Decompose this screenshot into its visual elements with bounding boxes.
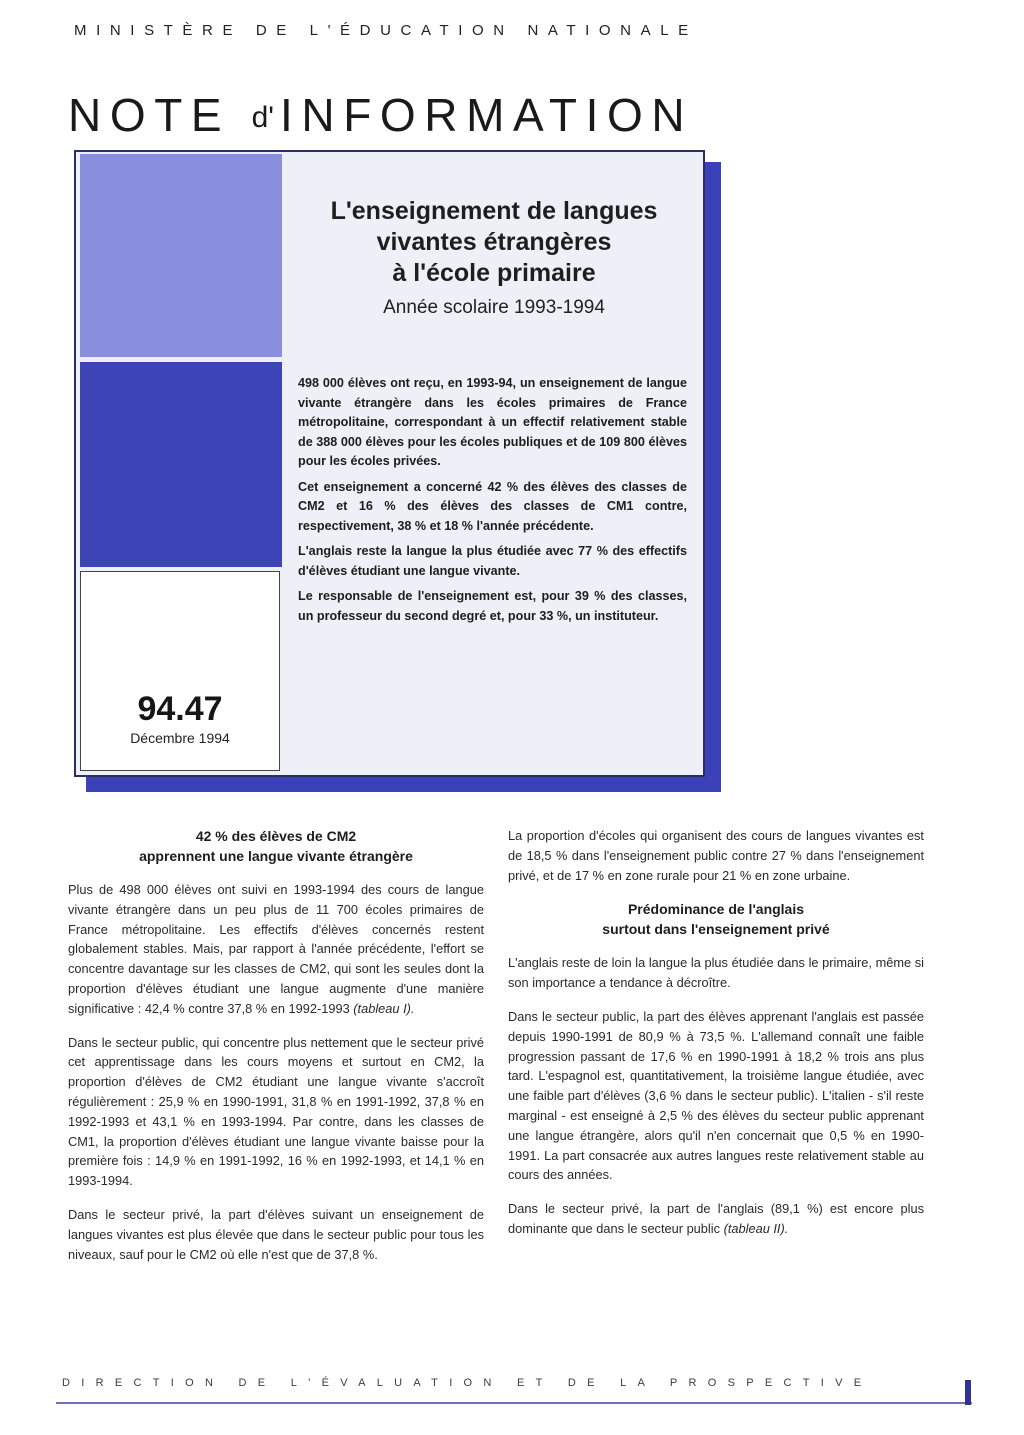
paragraph-text: Dans le secteur privé, la part de l'anglais (89,1 %) est encore plus dominante que dans le secteur public: [508, 1201, 924, 1236]
cover-frame: [74, 150, 705, 777]
note-id-box: [80, 571, 280, 771]
table-reference: (tableau II).: [723, 1220, 789, 1236]
body-paragraph: Dans le secteur privé, la part d'élèves suivant un enseignement de langues vivantes est plus élevée que dans le secteur public pour tous les niveaux, sauf pour le CM2 où elle n'est que de 37,8 %.: [68, 1206, 484, 1262]
heading-line: surtout dans l'enseignement privé: [602, 921, 830, 938]
body-column-right: [508, 826, 924, 1253]
summary-paragraph: Cet enseignement a concerné 42 % des élèves des classes de CM2 et 16 % des élèves des classes de CM1 contre, respectivement, 38 % et 18 % l'année précédente.: [298, 479, 687, 533]
section-heading: [508, 899, 924, 939]
note-date: Décembre 1994: [130, 730, 230, 746]
heading-line: apprennent une langue vivante étrangère: [139, 848, 413, 864]
headline-line: vivantes étrangères: [376, 228, 612, 256]
body-paragraph: Dans le secteur public, la part des élèves apprenant l'anglais est passée depuis 1990-1991 de 80,9 % à 73,5 %. L'allemand connaît une faible progression passant de 17,6 % en 1990-1991 à 18,2 % trois ans plus tard. L'espagnol est, quantitativement, la troisième langue étudiée, avec une faible part d'élèves (3,6 % dans le secteur public). L'italien - s'il reste marginal - est enseigné à 2,5 % des élèves du secteur public apprenant une langue étrangère, alors qu'il n'en concernait que 0,5 % en 1990-1991. La part consacrée aux autres langues reste relativement stable au cours des années.: [508, 1008, 924, 1183]
title-part-note: NOTE: [68, 89, 231, 141]
body-paragraph: La proportion d'écoles qui organisent des cours de langues vivantes est de 18,5 % dans l'enseignement public contre 27 % dans l'enseignement privé, et de 17 % en zone rurale pour 21 % en zone urbaine.: [508, 828, 924, 883]
section-heading: [68, 826, 484, 866]
footer-marker: [965, 1380, 971, 1405]
heading-line: 42 % des élèves de CM2: [195, 828, 357, 844]
summary-paragraph: Le responsable de l'enseignement est, pour 39 % des classes, un professeur du second degré et, pour 33 %, un instituteur.: [298, 589, 687, 623]
headline-line: à l'école primaire: [392, 259, 596, 287]
body-column-left: [68, 826, 484, 1278]
document-headline: [294, 196, 694, 289]
ministry-header: MINISTÈRE DE L'ÉDUCATION NATIONALE: [74, 22, 698, 39]
headline-line: L'enseignement de langues: [330, 197, 658, 225]
summary-paragraph: 498 000 élèves ont reçu, en 1993-94, un enseignement de langue vivante étrangère dans les écoles primaires de France métropolitaine, correspondant à un effectif relativement stable de 388 000 élèves pour les écoles publiques et de 109 800 élèves pour les écoles privées.: [298, 376, 687, 468]
decor-block-dark: [80, 362, 282, 567]
body-paragraph: [508, 1199, 924, 1239]
decor-block-light: [80, 154, 282, 357]
title-part-d: d': [251, 101, 274, 134]
document-subtitle: Année scolaire 1993-1994: [383, 297, 605, 318]
body-paragraph: Dans le secteur public, qui concentre plus nettement que le secteur privé cet apprentissage dans les cours moyens et surtout en CM2, la proportion d'élèves de CM2 étudiant une langue vivante s'accroît régulièrement : 25,9 % en 1990-1991, 31,8 % en 1991-1992, 37,8 % en 1992-1993 et 43,1 % en 1993-1994. Par contre, dans les classes de CM1, la proportion d'élèves étudiant une langue vivante baisse pour la première fois : 14,9 % en 1991-1992, 16 % en 1992-1993, et 14,1 % en 1993-1994.: [68, 1034, 484, 1189]
summary-box: [298, 374, 687, 632]
paragraph-text: Plus de 498 000 élèves ont suivi en 1993-1994 des cours de langue vivante étrangère dans un peu plus de 11 700 écoles primaires de France métropolitaine. Les effectifs d'élèves concernés restent globalement stables. Mais, par rapport à l'année précédente, l'effort se concentre davantage sur les classes de CM2, qui sont les seules dont la proportion d'élèves étudiant une langue augmente d'une manière significative : 42,4 % contre 37,8 % en 1992-1993: [68, 882, 484, 1016]
table-reference: (tableau I).: [353, 1000, 415, 1016]
publication-title: [68, 88, 693, 142]
body-paragraph: [68, 880, 484, 1019]
title-part-information: INFORMATION: [280, 89, 694, 141]
footer-direction: DIRECTION DE L'ÉVALUATION ET DE LA PROSPECTIVE: [62, 1377, 873, 1389]
summary-paragraph: L'anglais reste la langue la plus étudiée avec 77 % des effectifs d'élèves étudiant une langue vivante.: [298, 544, 687, 578]
heading-line: Prédominance de l'anglais: [627, 901, 805, 918]
note-number: 94.47: [137, 690, 223, 728]
body-paragraph: L'anglais reste de loin la langue la plus étudiée dans le primaire, même si son importance a tendance à décroître.: [508, 955, 924, 991]
footer-rule: [56, 1402, 972, 1404]
